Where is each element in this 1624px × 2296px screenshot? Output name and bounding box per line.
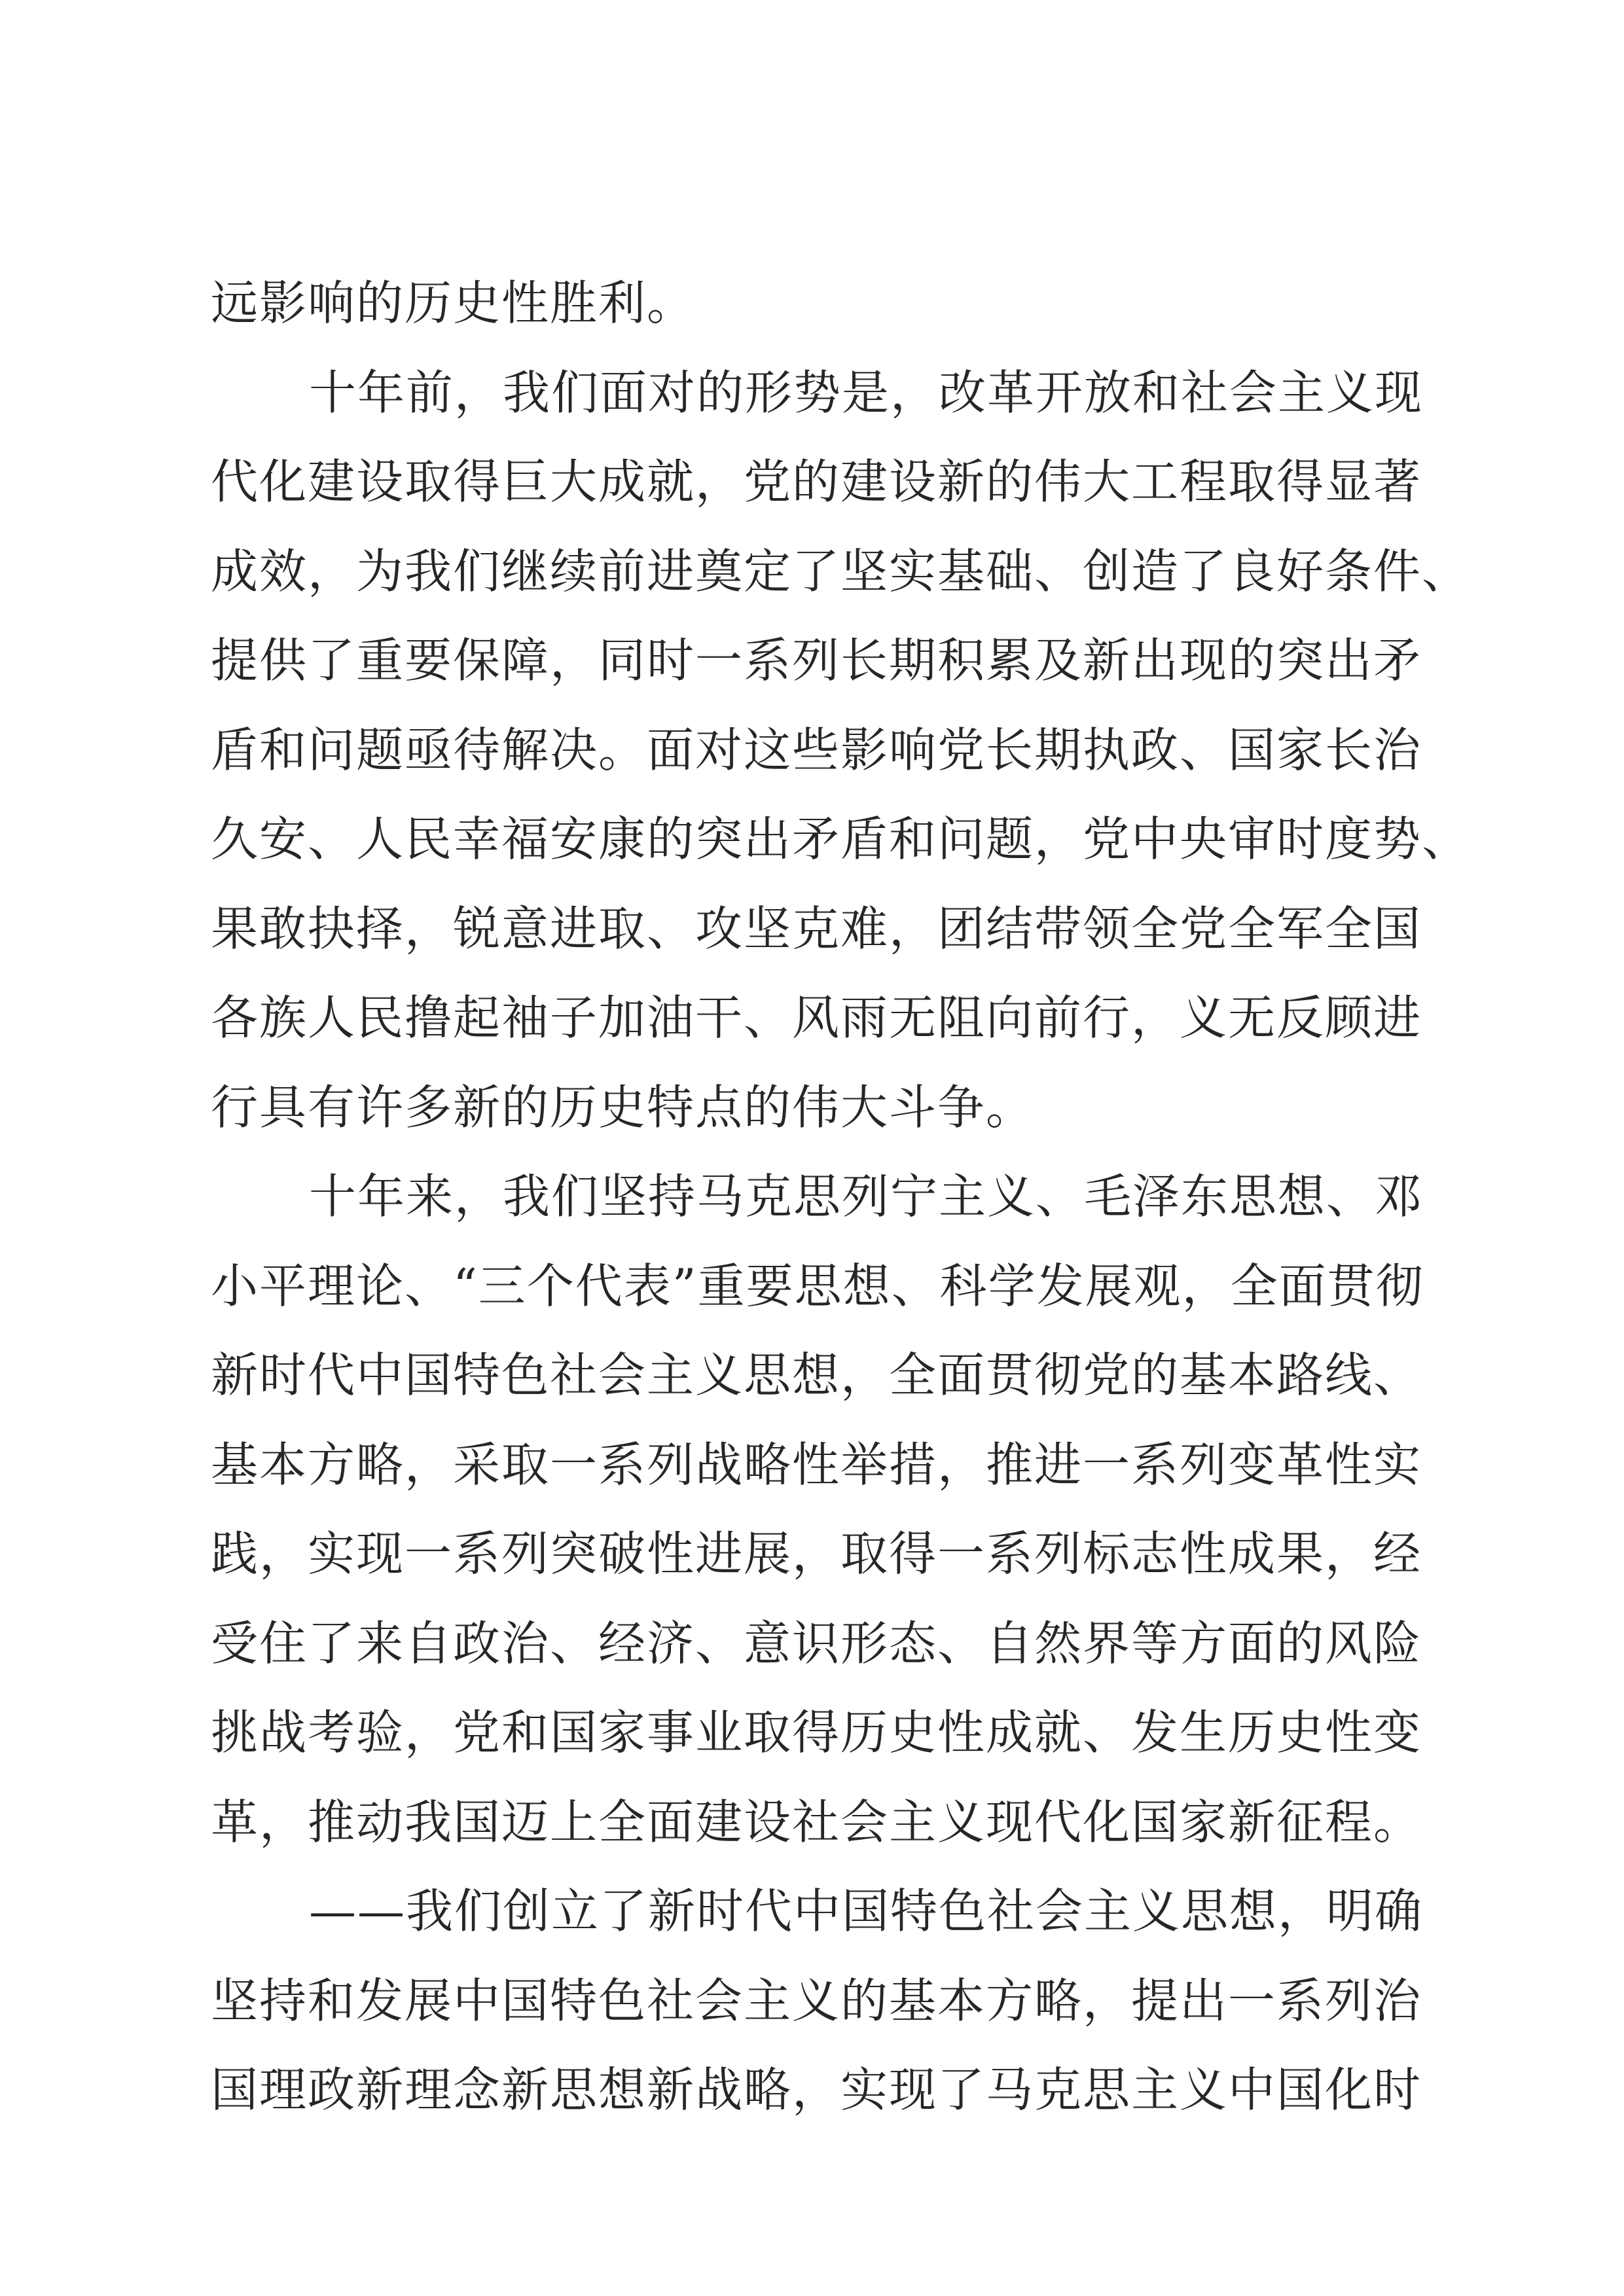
text-line: 果敢抉择，锐意进取、攻坚克难，团结带领全党全军全国	[211, 901, 1422, 956]
text-line: 远影响的历史性胜利。	[211, 276, 696, 331]
text-line: 国理政新理念新思想新战略，实现了马克思主义中国化时	[211, 2062, 1422, 2117]
paragraph-first-line: 十年来，我们坚持马克思列宁主义、毛泽东思想、邓	[309, 1169, 1424, 1224]
text-line: 坚持和发展中国特色社会主义的基本方略，提出一系列治	[211, 1973, 1422, 2028]
text-line: 行具有许多新的历史特点的伟大斗争。	[211, 1079, 1035, 1135]
text-line: 革，推动我国迈上全面建设社会主义现代化国家新征程。	[211, 1794, 1422, 1850]
text-line: 代化建设取得巨大成就，党的建设新的伟大工程取得显著	[211, 454, 1422, 509]
paragraph-first-line: ——我们创立了新时代中国特色社会主义思想，明确	[309, 1884, 1424, 1939]
text-line: 成效，为我们继续前进奠定了坚实基础、创造了良好条件、	[211, 543, 1471, 599]
text-line: 新时代中国特色社会主义思想，全面贯彻党的基本路线、	[211, 1348, 1422, 1403]
text-line: 各族人民撸起袖子加油干、风雨无阻向前行，义无反顾进	[211, 990, 1422, 1045]
text-line: 挑战考验，党和国家事业取得历史性成就、发生历史性变	[211, 1705, 1422, 1760]
text-line: 受住了来自政治、经济、意识形态、自然界等方面的风险	[211, 1615, 1422, 1671]
text-line: 久安、人民幸福安康的突出矛盾和问题，党中央审时度势、	[211, 812, 1471, 867]
text-line: 盾和问题亟待解决。面对这些影响党长期执政、国家长治	[211, 722, 1422, 778]
text-line: 践，实现一系列突破性进展，取得一系列标志性成果，经	[211, 1526, 1422, 1581]
text-line: 基本方略，采取一系列战略性举措，推进一系列变革性实	[211, 1437, 1422, 1492]
document-body	[211, 259, 1471, 2135]
text-line: 提供了重要保障，同时一系列长期积累及新出现的突出矛	[211, 633, 1422, 688]
paragraph-first-line: 十年前，我们面对的形势是，改革开放和社会主义现	[309, 365, 1424, 420]
text-line: 小平理论、“三个代表”重要思想、科学发展观，全面贯彻	[211, 1258, 1424, 1314]
